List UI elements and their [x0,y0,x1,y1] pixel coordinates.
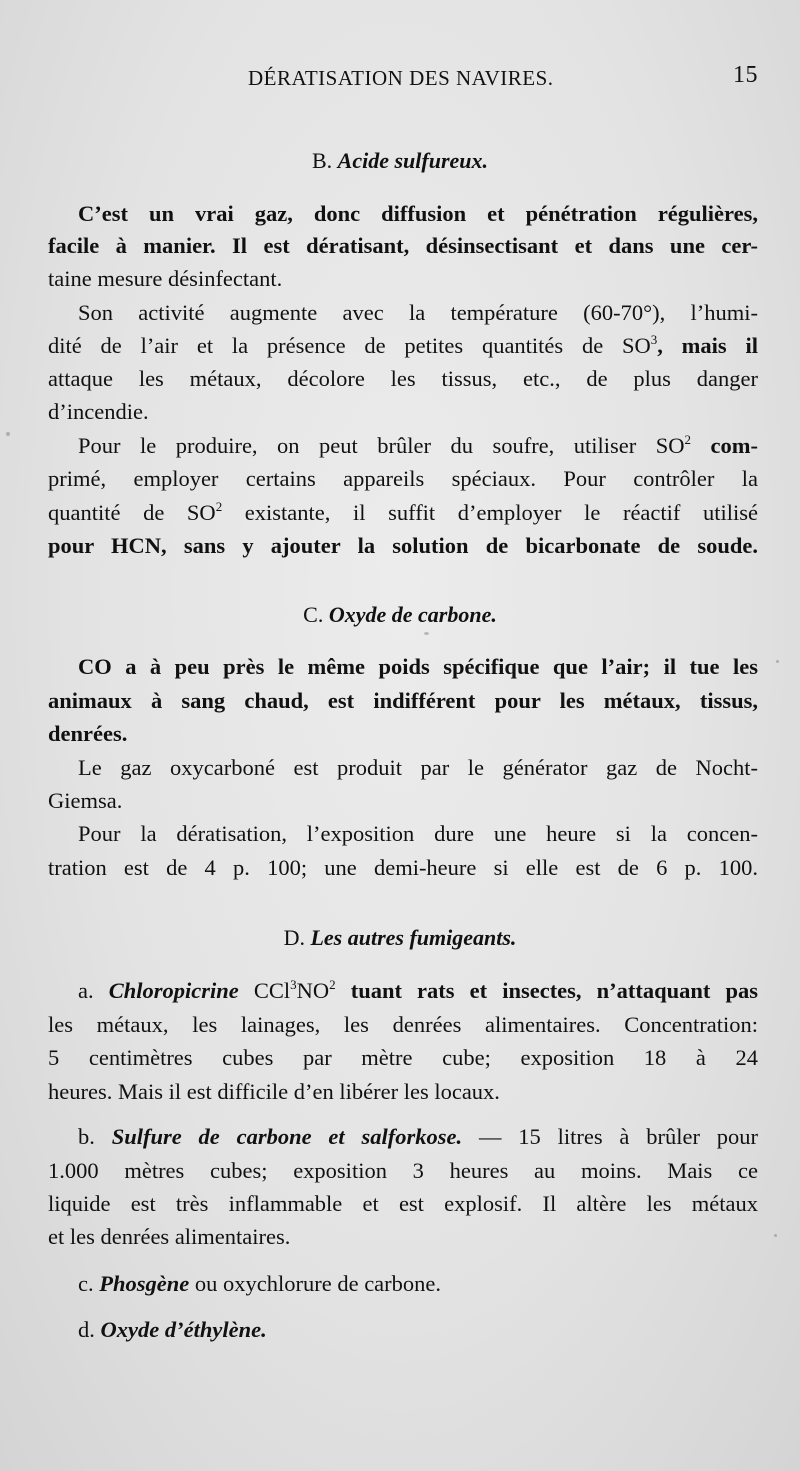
superscript: 2 [215,499,223,514]
list-item-d: d. Oxyde d’éthylène. [78,1317,267,1342]
section-heading: Oxyde de carbone. [328,602,497,627]
text-line: 1.000 mètres cubes; exposition 3 heures au moins. Mais ce [48,1158,758,1183]
fumigant-name: Chloropicrine [108,978,239,1003]
page-header [0,62,800,96]
section-heading: Les autres fumigeants. [310,925,517,950]
text-line: C’est un vrai gaz, donc diffusion et pénétration régulières, [78,201,758,226]
list-item-b: b. Sulfure de carbone et salforkose. — 15 litres à brûler pour [78,1124,759,1149]
text-line: CO a à peu près le même poids spécifique que l’air; il tue les [78,654,758,679]
text-line: taine mesure désinfectant. [48,266,283,291]
fumigant-name: Phosgène [99,1271,190,1296]
paper-speck [6,432,10,436]
list-item-a: a. Chloropicrine $CCl^3NO^2$ tuant rats et insectes, n’attaquant pas [78,977,759,1003]
text-line: pour HCN, sans y ajouter la solution de bicarbonate de soude. [48,533,758,558]
paper-speck [424,632,429,635]
section-b-title [0,148,800,174]
text-line: attaque les métaux, décolore les tissus, etc., de plus danger [48,366,758,391]
superscript: 3 [290,977,297,992]
text-line: liquide est très inflammable et est explosif. Il altère les métaux [48,1191,758,1216]
text-line: Pour le produire, on peut brûler du soufre, utiliser $SO^2$ com- [78,432,758,458]
text-line: Pour la dératisation, l’exposition dure une heure si la concen- [78,821,758,846]
text-line: d’incendie. [48,399,149,424]
text-line: quantité de $SO^2$ existante, il suffit d’employer le réactif utilisé [48,499,758,525]
page-number: 15 [733,62,758,88]
text-line: facile à manier. Il est dératisant, désinsectisant et dans une cer- [48,233,758,258]
fumigant-name: Sulfure de carbone et salforkose. [111,1124,463,1149]
section-letter: D. [283,925,305,950]
text-line: heures. Mais il est difficile d’en libérer les locaux. [48,1079,500,1104]
section-letter: C. [303,602,324,627]
section-heading: Acide sulfureux. [337,148,489,173]
text-line: dité de l’air et la présence de petites quantités de $SO^3$, mais il [48,332,758,358]
superscript: 2 [684,432,692,447]
text-line: Le gaz oxycarboné est produit par le générator gaz de Nocht- [78,755,758,780]
text-line: 5 centimètres cubes par mètre cube; exposition 18 à 24 [48,1045,758,1070]
paper-speck [776,660,779,663]
text-line: denrées. [48,721,128,746]
text-line: primé, employer certains appareils spéciaux. Pour contrôler la [48,466,758,491]
text-line: Giemsa. [48,788,123,813]
text-line: animaux à sang chaud, est indifférent pour les métaux, tissus, [48,688,758,713]
text-line: et les denrées alimentaires. [48,1224,291,1249]
running-head: DÉRATISATION DES NAVIRES. [248,66,554,90]
section-letter: B. [311,148,333,173]
list-item-c: c. Phosgène ou oxychlorure de carbone. [78,1271,442,1296]
superscript: 2 [329,977,336,992]
text-line: les métaux, les lainages, les denrées alimentaires. Concentration: [48,1012,758,1037]
text-line: Son activité augmente avec la température (60-70°), l’humi- [78,300,758,325]
paper-speck [774,1234,777,1237]
fumigant-name: Oxyde d’éthylène. [100,1317,267,1342]
section-c-title [0,602,800,628]
superscript: 3 [650,332,658,347]
text-line: tration est de 4 p. 100; une demi-heure si elle est de 6 p. 100. [48,855,758,880]
section-d-title [0,925,800,951]
